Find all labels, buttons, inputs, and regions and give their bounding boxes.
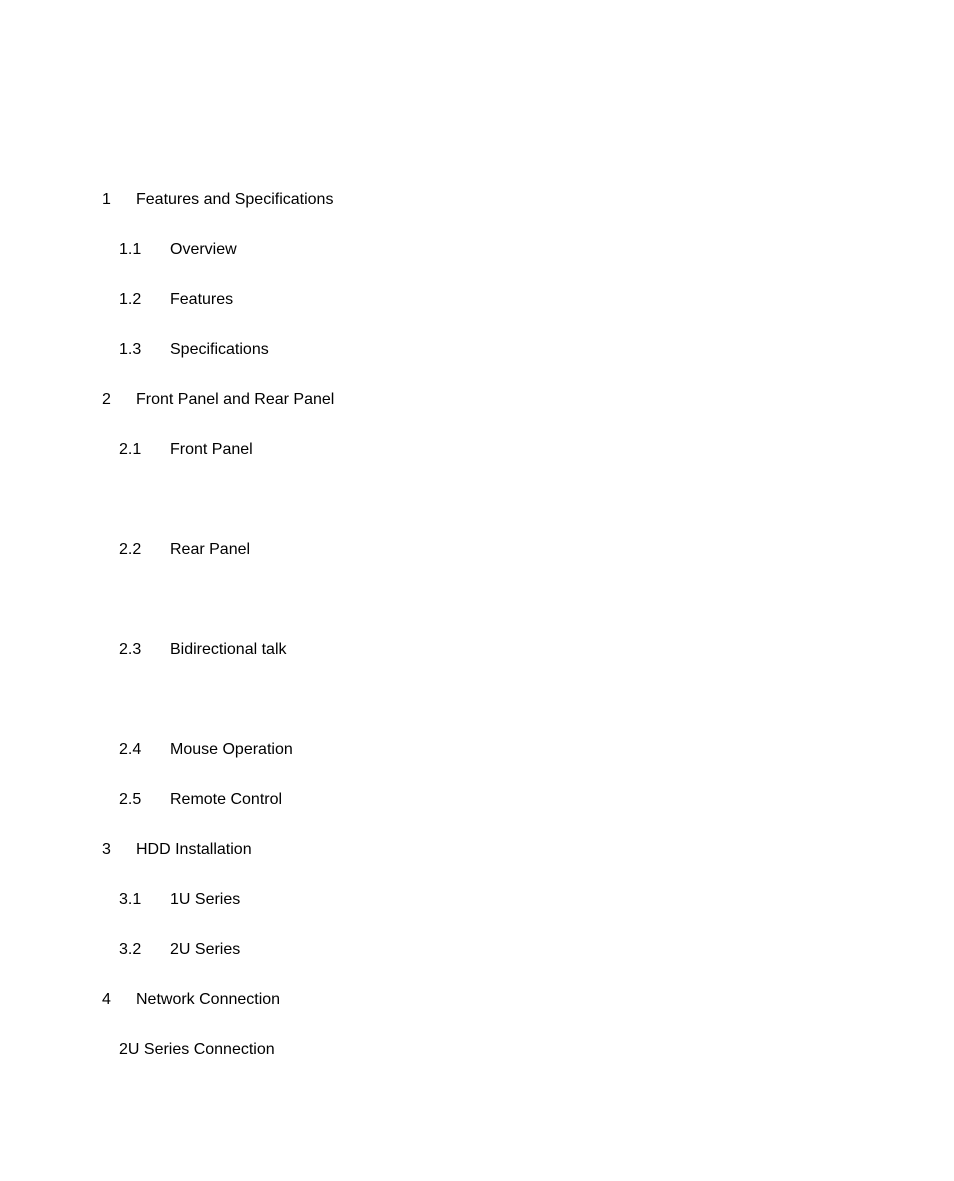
toc-entry-title: Features	[170, 291, 234, 308]
toc-entry-number: 2.3	[119, 641, 142, 658]
toc-entry-title: Bidirectional talk	[170, 641, 287, 658]
toc-entry-title: Overview	[170, 241, 237, 258]
toc-entry-number: 1	[102, 191, 111, 208]
toc-entry-number: 4	[102, 991, 111, 1008]
toc-entry-title: Front Panel and Rear Panel	[136, 391, 335, 408]
toc-entry-title: Network Connection	[136, 991, 281, 1008]
toc-entry-title: 1U Series	[170, 891, 241, 908]
toc-entry-title: Specifications	[170, 341, 269, 358]
toc-entry-number: 1.2	[119, 291, 142, 308]
toc-entry-number: 3.2	[119, 941, 142, 958]
toc-entry-number: 2	[102, 391, 111, 408]
toc-entry-number: 2.1	[119, 441, 142, 458]
toc-entry-number: 2.5	[119, 791, 142, 808]
toc-entry-title: Mouse Operation	[170, 741, 293, 758]
toc-entry-title: HDD Installation	[136, 841, 252, 858]
toc-entry-number: 2.2	[119, 541, 142, 558]
toc-entry-number: 3.1	[119, 891, 142, 908]
toc-entry-number: 1.3	[119, 341, 142, 358]
toc-entry-title: Features and Specifications	[136, 191, 334, 208]
toc-entry-number: 2.4	[119, 741, 142, 758]
toc-entry-title: Remote Control	[170, 791, 283, 808]
toc-entry-title: Front Panel	[170, 441, 253, 458]
toc-entry-title: Rear Panel	[170, 541, 251, 558]
toc-entry-number: 1.1	[119, 241, 142, 258]
toc-entry-number: 3	[102, 841, 111, 858]
toc-entry-title: 2U Series Connection	[119, 1041, 275, 1058]
toc-entry-title: 2U Series	[170, 941, 241, 958]
